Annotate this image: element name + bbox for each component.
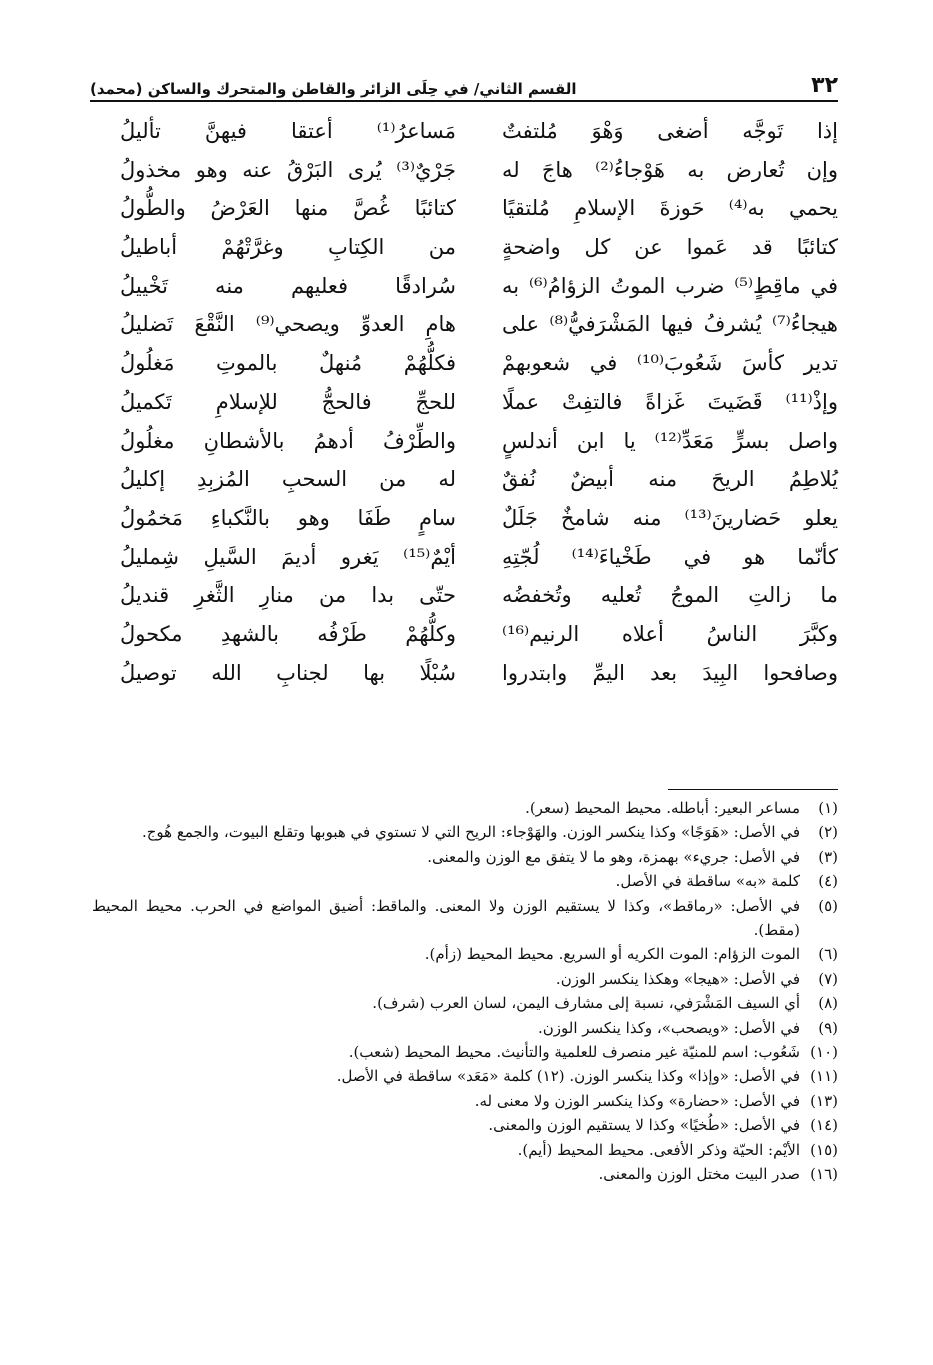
footnote-number: (٩) — [818, 1018, 838, 1037]
footnote-text: شَعُوب: اسم للمنيّة غير منصرف للعلمية والتأنيث. محيط المحيط (شعب). — [348, 1043, 800, 1062]
poem-hemistich-right: وكبَّرَ الناسُ أعلاه الرنيم⁽¹⁶⁾ — [502, 621, 838, 646]
footnote-number: (٧) — [818, 969, 838, 988]
poem-hemistich-right: يُلاطِمُ الريحَ منه أبيضٌ نُفقٌ — [502, 467, 838, 492]
poem-hemistich-right: تدير كأسَ شَعُوبَ⁽¹⁰⁾ في شعوبهمْ — [502, 351, 838, 376]
poem-hemistich-left: سُبْلًا بها لجنابِ الله توصيلُ — [120, 660, 456, 685]
footnote-text: في الأصل: «هَوَجًا» وكذا ينكسر الوزن. والهَوْجاء: الريح التي لا تستوي في هبوبها وتقلع البيوت، والجمع هُوج. — [141, 823, 800, 842]
footnote-number: (١٥) — [810, 1140, 838, 1159]
footnote-item — [92, 894, 838, 943]
footnote-number: (١٦) — [810, 1165, 838, 1184]
poem-hemistich-left: له من السحبِ المُزبِدِ إكليلُ — [120, 467, 456, 492]
footnote-item — [92, 1138, 838, 1162]
footnote-item — [92, 1113, 838, 1137]
poem-hemistich-left: كتائبًا غُصَّ منها العَرْضُ والطُّولُ — [120, 196, 456, 221]
footnote-text: في الأصل: جريء» بهمزة، وهو ما لا يتفق مع الوزن والمعنى. — [427, 847, 800, 866]
poem-hemistich-right: يعلو حَضارينَ⁽¹³⁾ منه شامخٌ جَلَلٌ — [502, 505, 838, 530]
footnote-text: في الأصل: «طُخيًا» وكذا لا يستقيم الوزن والمعنى. — [488, 1116, 800, 1135]
footnote-number: (٨) — [818, 994, 838, 1013]
poem-left-column — [120, 112, 456, 692]
footnote-rule — [668, 789, 838, 790]
footnote-text: الأيْم: الحيّة وذكر الأفعى. محيط المحيط (أيم). — [517, 1140, 800, 1159]
poem-right-column — [502, 112, 838, 692]
footnote-number: (٢) — [818, 823, 838, 842]
footnote-number: (١١) — [810, 1067, 838, 1086]
footnote-item — [92, 1089, 838, 1113]
footnote-item — [92, 845, 838, 869]
footnote-number: (٣) — [818, 847, 838, 866]
footnote-text: مساعر البعير: أباطله. محيط المحيط (سعر). — [525, 799, 800, 817]
poem-hemistich-right: كأنّما هو في طَخْياءَ⁽¹⁴⁾ لُجّتِهِ — [502, 544, 838, 569]
footnote-text: صدر البيت مختل الوزن والمعنى. — [598, 1165, 800, 1184]
footnote-number: (٤) — [818, 872, 838, 891]
page-number: ٣٢ — [811, 73, 838, 98]
poem-hemistich-right: هيجاءُ⁽⁷⁾ يُشرفُ فيها المَشْرَفيُّ⁽⁸⁾ على — [502, 312, 838, 337]
footnote-number: (٥) — [818, 896, 838, 915]
poem-hemistich-left: فكلُّهُمْ مُنهلٌ بالموتِ مَغلُولُ — [120, 351, 456, 376]
footnote-text: في الأصل: «ويصحب»، وكذا ينكسر الوزن. — [537, 1018, 800, 1037]
footnote-item — [92, 1040, 838, 1064]
poem-hemistich-right: وإن تُعارض به هَوْجاءُ⁽²⁾ هاجَ له — [502, 157, 839, 182]
footnote-number: (١٤) — [810, 1116, 838, 1135]
footnote-item — [92, 942, 838, 966]
footnote-item — [92, 796, 838, 820]
running-title: القسم الثاني/ في حِلَى الزائر والقاطن والمتحرك والساكن (محمد) — [90, 80, 577, 98]
poem-hemistich-right: كتائبًا قد عَموا عن كل واضحةٍ — [502, 235, 838, 260]
footnote-text: كلمة «به» ساقطة في الأصل. — [615, 872, 800, 891]
footnote-number: (١٣) — [810, 1091, 838, 1110]
poem-hemistich-right: ما زالتِ الموجُ تُعليه وتُخفضُه — [502, 583, 838, 608]
poem-hemistich-left: جَرْيٌ⁽³⁾ يُرى البَرْقُ عنه وهو مخذولُ — [120, 157, 456, 182]
footnote-item — [92, 869, 838, 893]
footnote-number: (٦) — [818, 945, 838, 964]
poem-hemistich-left: حتّى بدا من منارِ الثَّغرِ قنديلُ — [120, 583, 456, 608]
poem-hemistich-left: من الكِتابِ وغرَّتْهُمْ أباطيلُ — [120, 235, 456, 260]
poem-hemistich-left: وكلُّهُمْ طَرْفُه بالشهدِ مكحولُ — [120, 621, 456, 646]
footnote-text: أي السيف المَشْرَفي، نسبة إلى مشارف اليمن، لسان العرب (شرف). — [372, 994, 800, 1013]
footnotes — [92, 796, 838, 1187]
poem-hemistich-left: سُرادقًا فعليهم منه تَخْييلُ — [120, 273, 456, 298]
poem-hemistich-left: مَساعرُ⁽¹⁾ أعتقا فيهنَّ تأليلُ — [120, 119, 456, 143]
footnote-item — [92, 1162, 838, 1186]
header-rule — [90, 100, 838, 102]
poem-hemistich-right: إذا تَوجَّه أضغى وَهْوَ مُلتفتٌ — [502, 119, 838, 143]
footnote-text: في الأصل: «وإذا» وكذا ينكسر الوزن. (١٢) كلمة «مَعَد» ساقطة في الأصل. — [336, 1067, 800, 1086]
poem-hemistich-right: وصافحوا البِيدَ بعد اليمِّ وابتدروا — [502, 660, 838, 685]
footnote-item — [92, 1016, 838, 1040]
footnote-text: في الأصل: «هيجا» وهكذا ينكسر الوزن. — [555, 969, 800, 988]
footnote-item — [92, 967, 838, 991]
footnote-item — [92, 1064, 838, 1088]
footnote-text: الموت الزؤام: الموت الكريه أو السريع. محيط المحيط (زأم). — [424, 945, 800, 964]
poem-hemistich-left: للحجِّ فالحجُّ للإسلامِ تَكميلُ — [120, 389, 456, 414]
footnote-number: (١٠) — [810, 1043, 838, 1062]
footnote-text: في الأصل: «حضارة» وكذا ينكسر الوزن ولا معنى له. — [474, 1091, 800, 1110]
poem-hemistich-right: في ماقِطٍ⁽⁵⁾ ضرب الموتُ الزؤامُ⁽⁶⁾ به — [502, 273, 839, 298]
running-header — [90, 60, 838, 98]
poem-hemistich-right: واصل بسرٍّ مَعَدِّ⁽¹²⁾ يا ابن أندلسٍ — [502, 428, 838, 453]
poem-hemistich-left: هامِ العدوِّ ويصحي⁽⁹⁾ النَّقْعَ تَضليلُ — [120, 312, 456, 337]
poem-body — [120, 112, 838, 732]
poem-hemistich-right: وإذْ⁽¹¹⁾ قَضَيتَ غَزاةً فالتفِتْ عملًا — [502, 389, 838, 414]
poem-hemistich-left: سامٍ طَفَا وهو بالنَّكباءِ مَخمُولُ — [120, 505, 456, 530]
poem-hemistich-left: والطِّرْفُ أدهمُ بالأشطانِ مغلُولُ — [120, 428, 456, 453]
footnote-item — [92, 820, 838, 844]
poem-hemistich-left: أيْمٌ⁽¹⁵⁾ يَغرو أديمَ السَّيلِ شِمليلُ — [120, 544, 456, 569]
footnote-item — [92, 991, 838, 1015]
poem-hemistich-right: يحمي به⁽⁴⁾ حَوزةَ الإسلامِ مُلتقيًا — [502, 196, 838, 221]
footnote-text: في الأصل: «رماقط»، وكذا لا يستقيم الوزن ولا المعنى. والماقط: أضيق المواضع في الحرب. محيط المحيط (مقط). — [92, 896, 801, 940]
footnote-number: (١) — [818, 799, 838, 817]
